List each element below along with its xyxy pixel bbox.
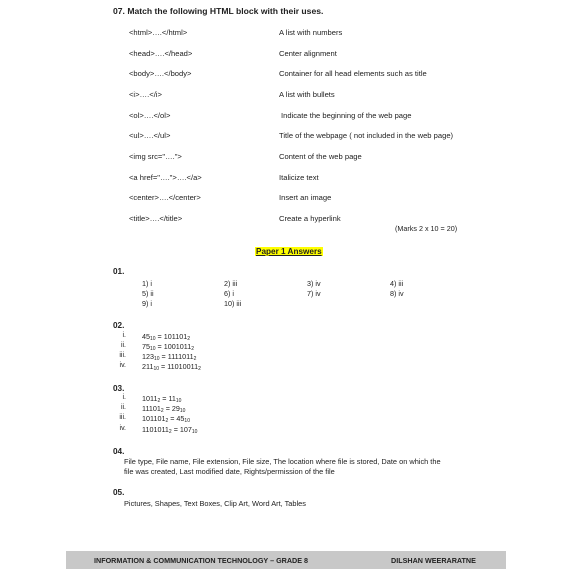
answer-1-item: 7) iv — [307, 289, 321, 298]
number-base: 10 — [191, 429, 198, 435]
number-value: = 11010011 — [159, 362, 199, 371]
match-right-item: Container for all head elements such as title — [279, 69, 427, 78]
answer-2-number: 02. — [113, 321, 125, 330]
number-value: = 45 — [168, 414, 185, 423]
match-left-item: <title>….</title> — [129, 214, 183, 223]
answer-1-item: 9) i — [142, 299, 152, 308]
answer-1-number: 01. — [113, 267, 125, 276]
number-value: = 11 — [160, 394, 176, 403]
number-base: 2 — [165, 418, 169, 424]
number-value: = 107 — [171, 425, 192, 434]
conversion-item — [142, 332, 190, 342]
match-right-item: Insert an image — [279, 193, 332, 202]
roman-numeral: iv. — [119, 425, 126, 432]
number-base: 10 — [150, 336, 156, 342]
question-7-title: 07. Match the following HTML block with their uses. — [113, 6, 324, 16]
answer-4-line: file was created, Last modified date, Rights/permission of the file — [124, 467, 335, 476]
answer-1-item: 8) iv — [390, 289, 404, 298]
number-base: 10 — [153, 366, 160, 372]
match-left-item: <i>….</i> — [129, 90, 162, 99]
number-base: 10 — [154, 356, 160, 362]
answer-1-item: 6) i — [224, 289, 234, 298]
answer-1-item: 3) iv — [307, 279, 321, 288]
match-left-item: <img src="…."> — [129, 152, 182, 161]
answer-1-item: 1) i — [142, 279, 152, 288]
match-left-item: <html>….</html> — [129, 28, 188, 37]
answer-4-line: File type, File name, File extension, File size, The location where file is stored, Date on which the — [124, 457, 441, 466]
conversion-item — [142, 414, 190, 424]
roman-numeral: i. — [122, 332, 126, 339]
number-value: 101101 — [142, 414, 166, 423]
match-right-item: Italicize text — [279, 173, 319, 182]
number-base: 2 — [193, 356, 197, 362]
answer-1-item: 10) iii — [224, 299, 242, 308]
number-base: 10 — [175, 398, 182, 404]
roman-numeral: iii. — [119, 414, 126, 421]
match-right-item: Center alignment — [279, 49, 337, 58]
match-right-item: Indicate the beginning of the web page — [281, 111, 412, 120]
roman-numeral: iii. — [119, 352, 126, 359]
conversion-item — [142, 394, 181, 404]
number-base: 2 — [187, 336, 190, 342]
marks-note: (Marks 2 x 10 = 20) — [395, 224, 458, 233]
answer-4-number: 04. — [113, 447, 125, 456]
conversion-item — [142, 362, 201, 372]
answer-5-text: Pictures, Shapes, Text Boxes, Clip Art, Word Art, Tables — [124, 499, 306, 508]
roman-numeral: ii. — [120, 342, 126, 349]
number-base: 2 — [160, 408, 164, 414]
answers-title: Paper 1 Answers — [256, 247, 322, 256]
number-value: 75 — [142, 342, 150, 351]
number-value: 211 — [142, 362, 154, 371]
number-value: = 101101 — [155, 332, 188, 341]
match-left-item: <body>….</body> — [129, 69, 192, 78]
match-right-item: A list with numbers — [279, 28, 343, 37]
match-right-item: A list with bullets — [279, 90, 335, 99]
answer-1-item: 5) ii — [142, 289, 154, 298]
answer-1-item: 4) iii — [390, 279, 404, 288]
number-value: 1101011 — [142, 425, 169, 434]
number-value: = 29 — [163, 404, 180, 413]
answer-3-number: 03. — [113, 384, 125, 393]
number-base: 2 — [168, 429, 172, 435]
number-value: 45 — [142, 332, 150, 341]
match-right-item: Content of the web page — [279, 152, 362, 161]
number-value: 123 — [142, 352, 154, 361]
conversion-item — [142, 352, 196, 362]
match-left-item: <a href="….">….</a> — [129, 173, 202, 182]
number-base: 2 — [191, 346, 194, 352]
roman-numeral: iv. — [119, 362, 126, 369]
match-left-item: <ol>….</ol> — [129, 111, 171, 120]
number-base: 2 — [157, 398, 161, 404]
footer-subject: INFORMATION & COMMUNICATION TECHNOLOGY – GRADE 8 — [94, 556, 309, 565]
match-left-item: <ul>….</ul> — [129, 131, 171, 140]
number-base: 2 — [198, 366, 201, 372]
number-base: 10 — [150, 346, 156, 352]
number-value: = 1111011 — [159, 352, 194, 361]
match-right-item: Create a hyperlink — [279, 214, 341, 223]
conversion-item — [142, 404, 185, 414]
number-base: 10 — [184, 418, 190, 424]
match-right-item: Title of the webpage ( not included in the web page) — [279, 131, 454, 140]
footer-author: DILSHAN WEERARATNE — [391, 556, 476, 565]
number-value: 1011 — [142, 394, 158, 403]
number-value: = 1001011 — [155, 342, 192, 351]
conversion-item — [142, 342, 194, 352]
answer-1-item: 2) iii — [224, 279, 238, 288]
match-left-item: <head>….</head> — [129, 49, 193, 58]
number-base: 10 — [179, 408, 186, 414]
match-left-item: <center>….</center> — [129, 193, 201, 202]
roman-numeral: i. — [122, 394, 126, 401]
conversion-item — [142, 425, 197, 435]
answer-5-number: 05. — [113, 488, 125, 497]
number-value: 11101 — [142, 404, 161, 413]
roman-numeral: ii. — [120, 404, 126, 411]
